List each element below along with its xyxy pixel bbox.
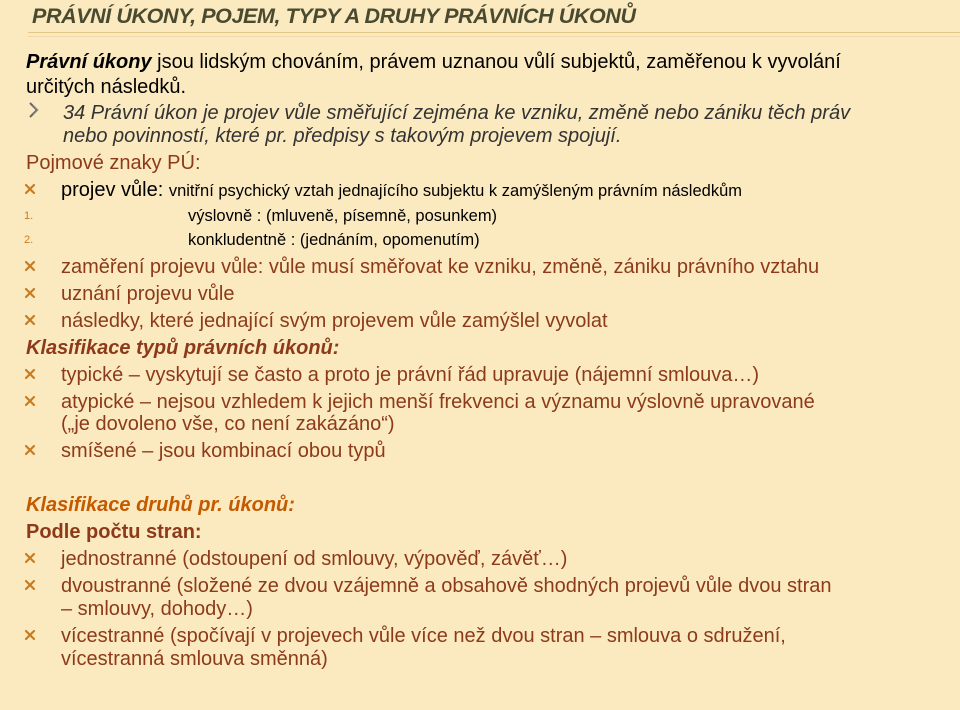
druhy-item-1: jednostranné (odstoupení od smlouvy, výpověď, závěť…) — [61, 548, 568, 570]
slide-title: PRÁVNÍ ÚKONY, POJEM, TYPY A DRUHY PRÁVNÍCH ÚKONŮ — [32, 4, 636, 28]
sub-number-1: 1. — [24, 210, 34, 222]
druhy-heading: Klasifikace druhů pr. úkonů: — [26, 494, 295, 516]
definition-term: Právní úkony — [26, 51, 152, 73]
x-mark-icon — [24, 629, 36, 641]
typy-heading: Klasifikace typů právních úkonů: — [26, 337, 340, 359]
x-mark-icon — [24, 444, 36, 456]
pojmove-item-2: zaměření projevu vůle: vůle musí směřovat ke vzniku, změně, zániku právního vztahu — [61, 256, 820, 278]
druhy-item-3-line-2: vícestranná smlouva směnná) — [61, 648, 328, 670]
definition-text: jsou lidským chováním, právem uznanou vůlí subjektů, zaměřenou k vyvolání — [151, 51, 841, 73]
quote-line-2: nebo povinností, které pr. předpisy s takovým projevem spojují. — [63, 125, 622, 147]
pojmove-item-1 — [61, 178, 742, 203]
typy-item-3: smíšené – jsou kombinací obou typů — [61, 440, 386, 462]
druhy-subheading: Podle počtu stran: — [26, 521, 202, 543]
pojmove-item-4: následky, které jednající svým projevem vůle zamýšlel vyvolat — [61, 310, 608, 332]
druhy-item-2-line-1: dvoustranné (složené ze dvou vzájemně a obsahově shodných projevů vůle dvou stran — [61, 575, 832, 597]
sub-item-1: výslovně : (mluveně, písemně, posunkem) — [188, 207, 498, 225]
x-mark-icon — [24, 183, 36, 195]
sub-number-2: 2. — [24, 234, 34, 246]
quote-line-1: 34 Právní úkon je projev vůle směřující zejména ke vzniku, změně nebo zániku těch práv — [63, 102, 851, 124]
x-mark-icon — [24, 579, 36, 591]
druhy-item-3-line-1: vícestranné (spočívají v projevech vůle více než dvou stran – smlouva o sdružení, — [61, 625, 786, 647]
pojmove-item-3: uznání projevu vůle — [61, 283, 235, 305]
typy-item-1: typické – vyskytují se často a proto je právní řád upravuje (nájemní smlouva…) — [61, 364, 760, 386]
druhy-item-2-line-2: – smlouvy, dohody…) — [61, 598, 253, 620]
x-mark-icon — [24, 260, 36, 272]
pojmove-item-1-lead: projev vůle: — [61, 179, 169, 201]
x-mark-icon — [24, 368, 36, 380]
pojmove-item-1-rest: vnitřní psychický vztah jednajícího subjektu k zamýšleným právním následkům — [168, 182, 743, 200]
x-mark-icon — [24, 395, 36, 407]
title-rule-secondary — [28, 36, 960, 37]
pojmove-heading: Pojmové znaky PÚ: — [26, 152, 201, 174]
typy-item-2-line-2: („je dovoleno vše, co není zakázáno“) — [61, 413, 395, 435]
typy-item-2-line-1: atypické – nejsou vzhledem k jejich menší frekvenci a významu výslovně upravované — [61, 391, 815, 413]
arrow-bullet-icon — [28, 101, 40, 119]
definition-line-1 — [26, 50, 841, 74]
x-mark-icon — [24, 314, 36, 326]
definition-line-2: určitých následků. — [26, 76, 187, 98]
x-mark-icon — [24, 287, 36, 299]
x-mark-icon — [24, 552, 36, 564]
sub-item-2: konkludentně : (jednáním, opomenutím) — [188, 231, 480, 249]
title-rule — [28, 32, 960, 33]
